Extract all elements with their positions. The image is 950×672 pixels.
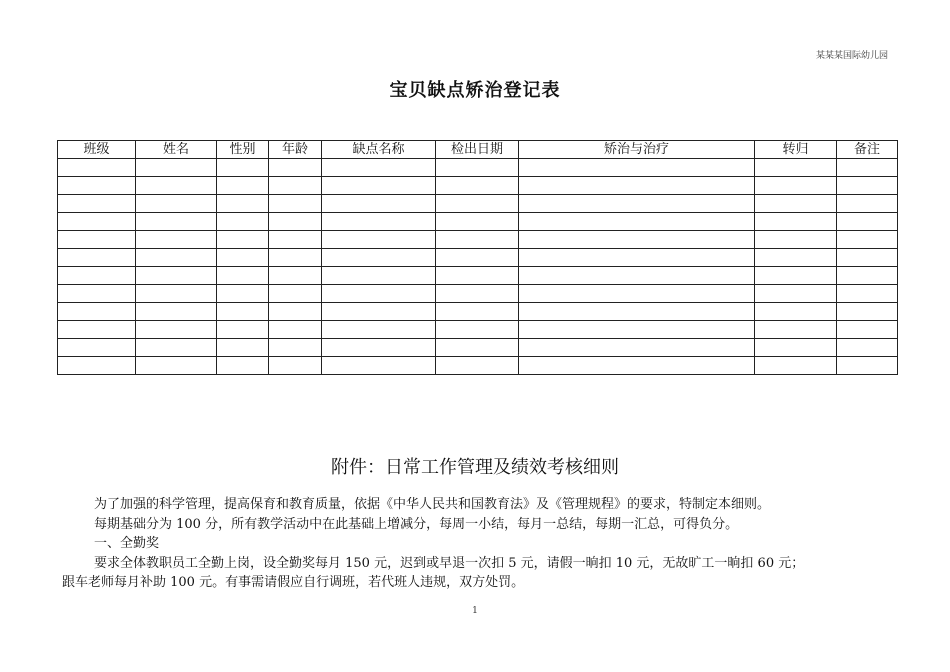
table-cell bbox=[837, 285, 898, 303]
table-cell bbox=[136, 303, 217, 321]
column-header: 检出日期 bbox=[436, 141, 519, 159]
document-title: 宝贝缺点矫治登记表 bbox=[389, 80, 561, 101]
table-cell bbox=[58, 339, 136, 357]
table-cell bbox=[755, 195, 837, 213]
table-row bbox=[58, 231, 898, 249]
table-cell bbox=[519, 249, 755, 267]
table-cell bbox=[217, 321, 269, 339]
table-cell bbox=[755, 303, 837, 321]
table-row bbox=[58, 357, 898, 375]
table-row bbox=[58, 249, 898, 267]
table-cell bbox=[519, 321, 755, 339]
table-cell bbox=[136, 339, 217, 357]
table-cell bbox=[436, 177, 519, 195]
table-cell bbox=[58, 159, 136, 177]
appendix-body bbox=[62, 495, 902, 593]
table-row bbox=[58, 159, 898, 177]
table-cell bbox=[837, 195, 898, 213]
table-cell bbox=[436, 231, 519, 249]
table-row bbox=[58, 303, 898, 321]
table-cell bbox=[322, 195, 436, 213]
table-cell bbox=[217, 195, 269, 213]
table-cell bbox=[269, 321, 322, 339]
table-cell bbox=[436, 339, 519, 357]
appendix-title: 附件：日常工作管理及绩效考核细则 bbox=[331, 457, 619, 478]
table-cell bbox=[436, 357, 519, 375]
table-cell bbox=[519, 159, 755, 177]
table-cell bbox=[136, 159, 217, 177]
table-cell bbox=[58, 231, 136, 249]
table-cell bbox=[755, 249, 837, 267]
column-header: 性别 bbox=[217, 141, 269, 159]
paragraph-attendance-continued: 跟车老师每月补助 100 元。有事需请假应自行调班，若代班人违规，双方处罚。 bbox=[62, 575, 525, 590]
table-cell bbox=[269, 339, 322, 357]
table-cell bbox=[755, 159, 837, 177]
table-cell bbox=[217, 249, 269, 267]
table-cell bbox=[217, 267, 269, 285]
table-cell bbox=[136, 213, 217, 231]
table-cell bbox=[58, 213, 136, 231]
table-cell bbox=[217, 285, 269, 303]
table-cell bbox=[322, 159, 436, 177]
table-cell bbox=[519, 357, 755, 375]
table-cell bbox=[322, 357, 436, 375]
table-cell bbox=[269, 285, 322, 303]
table-cell bbox=[837, 231, 898, 249]
column-header: 姓名 bbox=[136, 141, 217, 159]
table-cell bbox=[837, 303, 898, 321]
table-cell bbox=[269, 303, 322, 321]
table-cell bbox=[58, 195, 136, 213]
table-cell bbox=[837, 159, 898, 177]
table-cell bbox=[322, 339, 436, 357]
table-cell bbox=[217, 357, 269, 375]
column-header: 年龄 bbox=[269, 141, 322, 159]
table-cell bbox=[436, 213, 519, 231]
table-cell bbox=[436, 159, 519, 177]
column-header: 转归 bbox=[755, 141, 837, 159]
table-cell bbox=[322, 177, 436, 195]
table-cell bbox=[269, 159, 322, 177]
table-row bbox=[58, 285, 898, 303]
table-cell bbox=[136, 357, 217, 375]
table-cell bbox=[755, 213, 837, 231]
table-cell bbox=[217, 159, 269, 177]
table-cell bbox=[755, 267, 837, 285]
table-cell bbox=[755, 285, 837, 303]
paragraph-attendance-rules: 要求全体教职员工全勤上岗，设全勤奖每月 150 元，迟到或早退一次扣 5 元，请假一晌扣 10 元，无故旷工一晌扣 60 元； bbox=[94, 555, 805, 571]
table-row bbox=[58, 213, 898, 231]
table-cell bbox=[269, 213, 322, 231]
table-cell bbox=[58, 249, 136, 267]
table-cell bbox=[322, 285, 436, 303]
table-cell bbox=[837, 267, 898, 285]
table-cell bbox=[58, 177, 136, 195]
table-row bbox=[58, 339, 898, 357]
table-cell bbox=[519, 267, 755, 285]
table-cell bbox=[519, 339, 755, 357]
table-cell bbox=[269, 231, 322, 249]
table-body bbox=[58, 159, 898, 375]
table-row bbox=[58, 177, 898, 195]
table-row bbox=[58, 267, 898, 285]
table-cell bbox=[136, 231, 217, 249]
table-cell bbox=[322, 231, 436, 249]
table-cell bbox=[322, 303, 436, 321]
table-cell bbox=[136, 285, 217, 303]
table-cell bbox=[755, 357, 837, 375]
table-cell bbox=[837, 177, 898, 195]
table-cell bbox=[58, 321, 136, 339]
table-cell bbox=[269, 357, 322, 375]
table-cell bbox=[837, 249, 898, 267]
table-cell bbox=[136, 195, 217, 213]
table-cell bbox=[322, 249, 436, 267]
table-cell bbox=[755, 321, 837, 339]
column-header: 班级 bbox=[58, 141, 136, 159]
table-cell bbox=[755, 231, 837, 249]
table-cell bbox=[322, 267, 436, 285]
table-cell bbox=[58, 303, 136, 321]
table-cell bbox=[755, 339, 837, 357]
paragraph-intro: 为了加强的科学管理，提高保育和教育质量，依据《中华人民共和国教育法》及《管理规程》的要求，特制定本细则。 bbox=[94, 497, 771, 512]
paragraph-base-score: 每期基础分为 100 分，所有教学活动中在此基础上增减分，每周一小结，每月一总结，每期一汇总，可得负分。 bbox=[94, 516, 739, 532]
column-header: 矫治与治疗 bbox=[519, 141, 755, 159]
table-row bbox=[58, 195, 898, 213]
table-cell bbox=[519, 213, 755, 231]
table-cell bbox=[322, 321, 436, 339]
table-cell bbox=[837, 339, 898, 357]
table-cell bbox=[837, 321, 898, 339]
table-cell bbox=[755, 177, 837, 195]
table-cell bbox=[519, 195, 755, 213]
table-cell bbox=[136, 267, 217, 285]
column-header: 备注 bbox=[837, 141, 898, 159]
table-cell bbox=[217, 303, 269, 321]
table-row bbox=[58, 321, 898, 339]
header-organization: 某某某国际幼儿园 bbox=[815, 51, 888, 61]
table-cell bbox=[519, 231, 755, 249]
table-cell bbox=[136, 249, 217, 267]
table-cell bbox=[136, 321, 217, 339]
table-cell bbox=[58, 267, 136, 285]
table-cell bbox=[269, 177, 322, 195]
table-cell bbox=[436, 267, 519, 285]
table-cell bbox=[58, 357, 136, 375]
table-header-row bbox=[58, 141, 898, 159]
table-cell bbox=[436, 249, 519, 267]
table-cell bbox=[519, 177, 755, 195]
table-cell bbox=[269, 267, 322, 285]
table-cell bbox=[519, 303, 755, 321]
table-cell bbox=[436, 303, 519, 321]
table-cell bbox=[58, 285, 136, 303]
table-cell bbox=[269, 249, 322, 267]
table-cell bbox=[837, 357, 898, 375]
table-cell bbox=[217, 339, 269, 357]
defect-register-table bbox=[57, 140, 898, 375]
table-cell bbox=[436, 195, 519, 213]
section-heading-attendance: 一、全勤奖 bbox=[94, 536, 160, 551]
page-number: 1 bbox=[472, 606, 478, 616]
table-cell bbox=[322, 213, 436, 231]
table-cell bbox=[217, 177, 269, 195]
table-cell bbox=[136, 177, 217, 195]
column-header: 缺点名称 bbox=[322, 141, 436, 159]
table-cell bbox=[436, 321, 519, 339]
table-cell bbox=[217, 231, 269, 249]
table-cell bbox=[269, 195, 322, 213]
table-cell bbox=[519, 285, 755, 303]
table-cell bbox=[837, 213, 898, 231]
table-cell bbox=[217, 213, 269, 231]
table-cell bbox=[436, 285, 519, 303]
